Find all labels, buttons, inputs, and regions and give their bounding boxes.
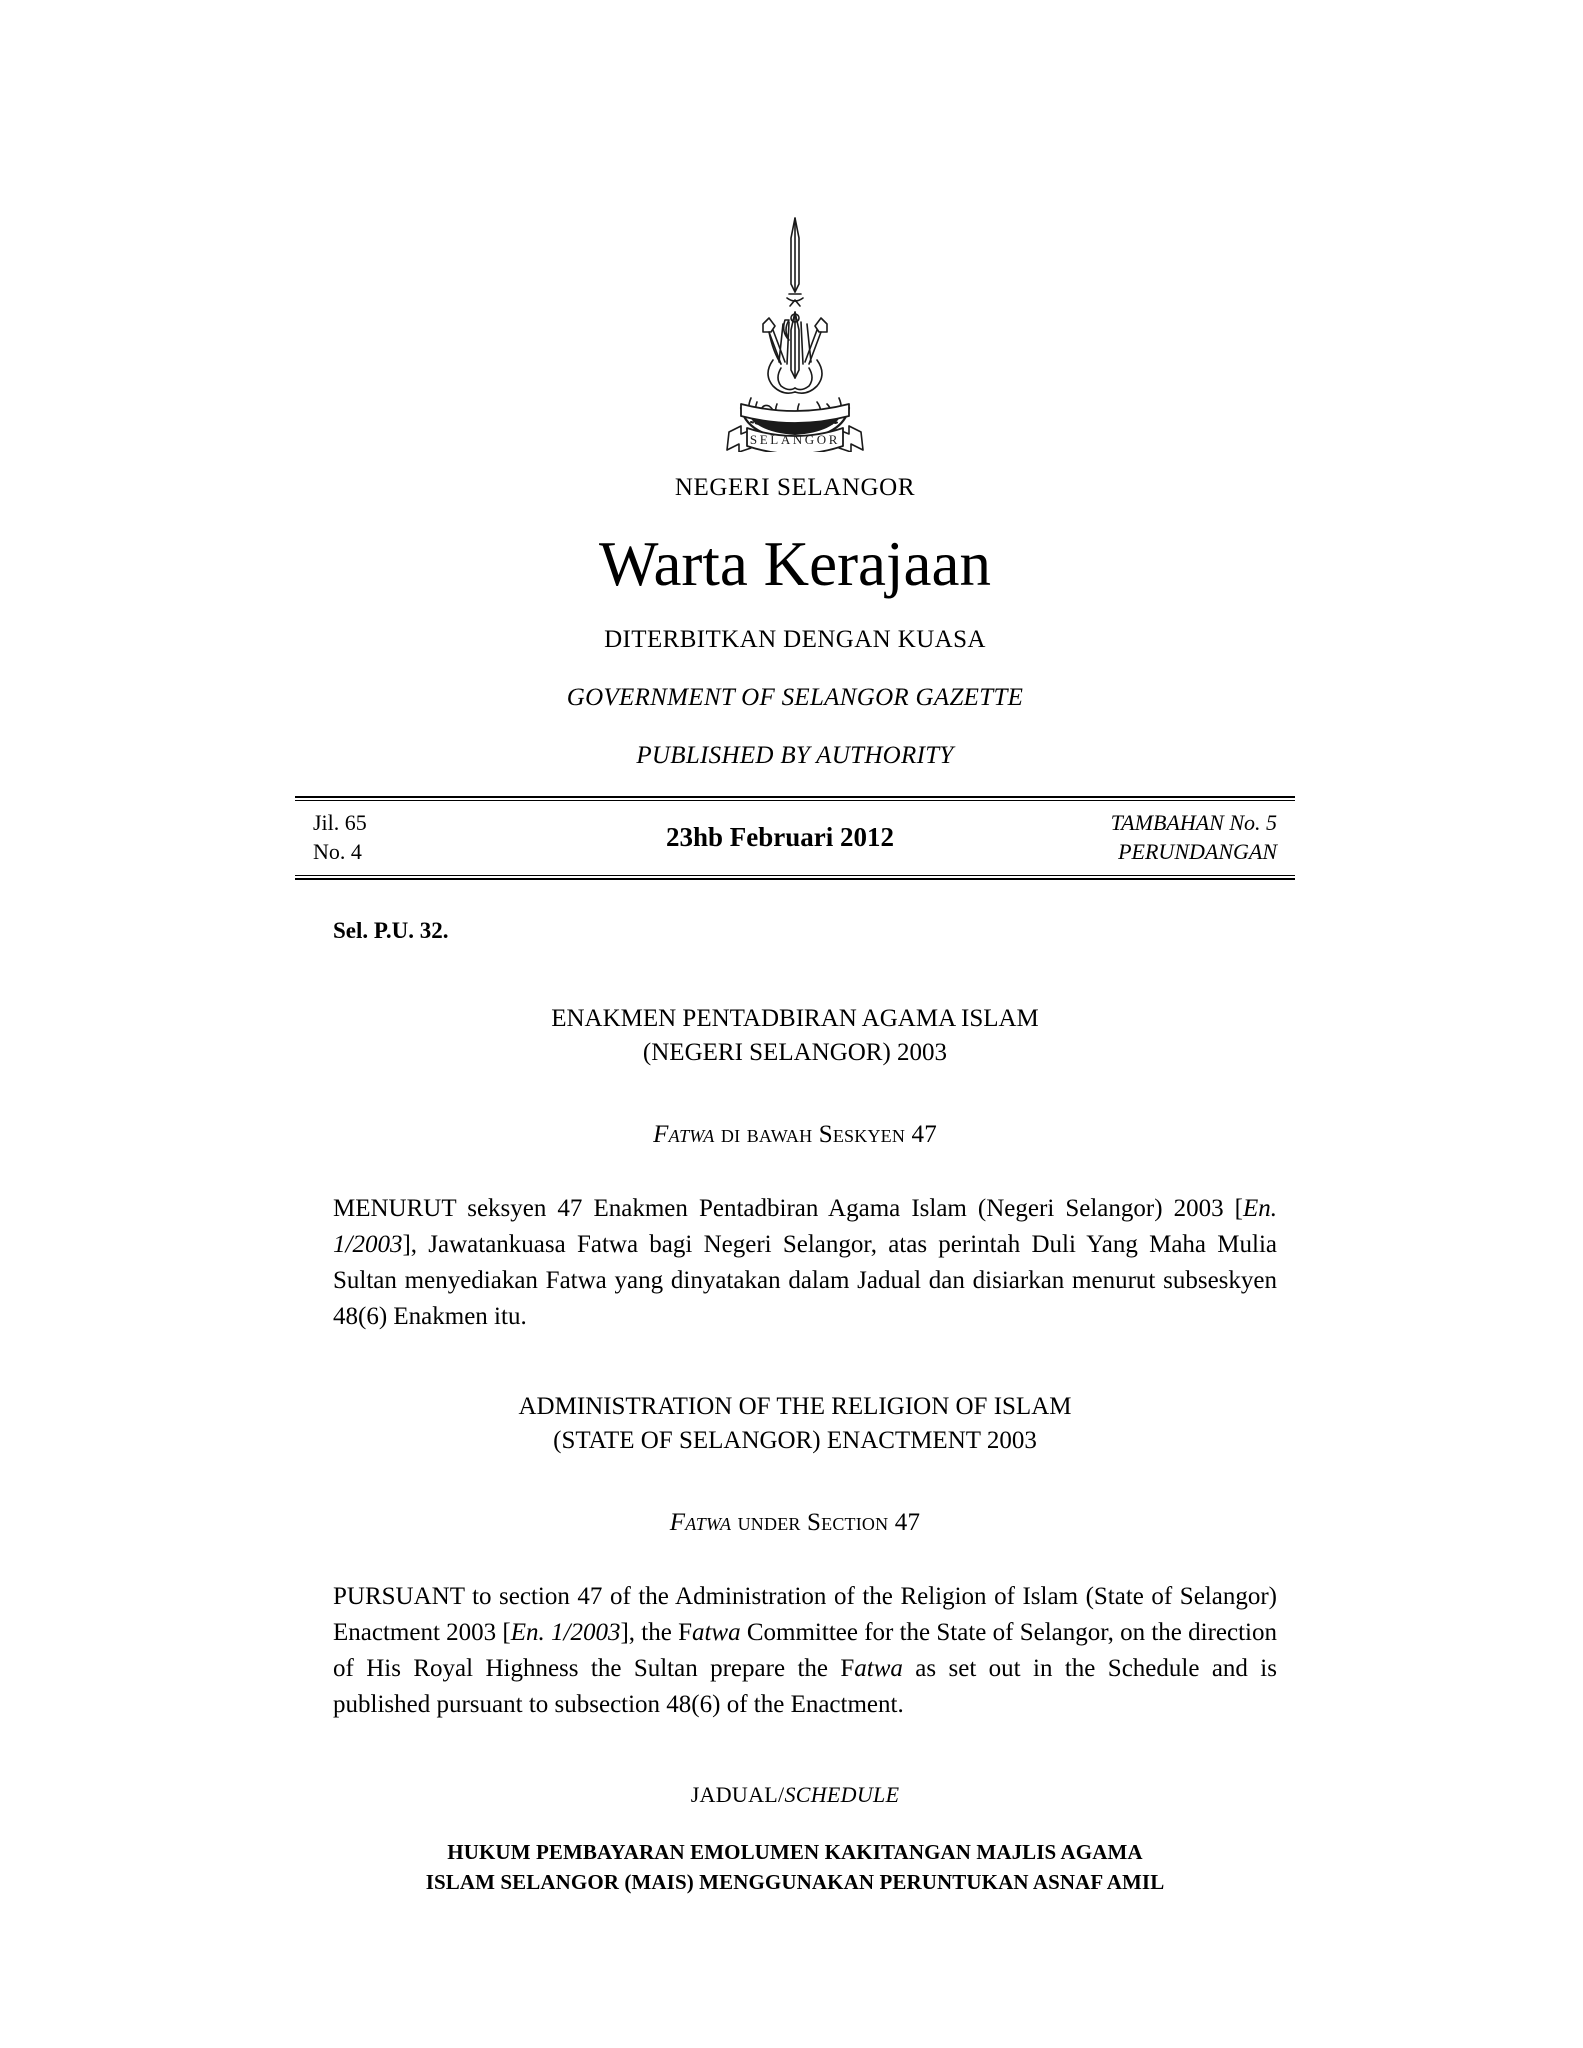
- masthead-band: [295, 796, 1295, 880]
- notice-body-my: [333, 1191, 1277, 1334]
- fatwa-heading-my: [295, 1121, 1295, 1149]
- fatwa-heading-en-italic: Fatwa: [669, 1509, 732, 1537]
- crest-container: [295, 0, 1295, 457]
- notice-body-en: [333, 1579, 1277, 1722]
- schedule-label-en: SCHEDULE: [784, 1782, 900, 1808]
- notice-body-en-fatwa2: atwa: [854, 1654, 903, 1682]
- fatwa-heading-en: [295, 1509, 1295, 1537]
- notice-body-en-p7: as set out in the Schedule and is published pursuant to subsection 48(6) of the Enactment.: [333, 1654, 1277, 1718]
- notice-body-en-p1: PURSUANT to section 47 of the Administration of the Religion of Islam (State of Selangor) Enactment 2003 [: [333, 1583, 1277, 1647]
- enactment-title-my: [295, 1002, 1295, 1069]
- fatwa-heading-my-italic: Fatwa: [653, 1121, 715, 1149]
- schedule-label: [295, 1782, 1295, 1808]
- schedule-title: [295, 1838, 1295, 1898]
- notice-body-my-p1: MENURUT seksyen 47 Enakmen Pentadbiran Agama Islam (Negeri Selangor) 2003 [: [333, 1195, 1243, 1223]
- enactment-title-en-line1: ADMINISTRATION OF THE RELIGION OF ISLAM: [518, 1393, 1072, 1421]
- volume-label: Jil. 65: [313, 810, 367, 836]
- enactment-title-my-line2: (NEGERI SELANGOR) 2003: [642, 1038, 948, 1066]
- enactment-title-en-line2: (STATE OF SELANGOR) ENACTMENT 2003: [553, 1426, 1037, 1454]
- page-content-column: [295, 0, 1295, 1898]
- masthead-supplement-block: [1037, 808, 1277, 866]
- supplement-number: TAMBAHAN No. 5: [1110, 810, 1277, 836]
- issue-number-label: No. 4: [313, 839, 362, 865]
- supplement-type: PERUNDANGAN: [1118, 839, 1277, 865]
- masthead-volume-block: [313, 808, 523, 866]
- published-authority-en: PUBLISHED BY AUTHORITY: [636, 742, 954, 770]
- notice-body-my-p3: ], Jawatankuasa Fatwa bagi Negeri Selangor, atas perintah Duli Yang Maha Mulia Sultan menyediakan Fatwa yang dinyatakan dalam Jadual dan disiarkan menurut subseskyen 48(6) Enakmen itu.: [333, 1231, 1277, 1330]
- published-authority-my: DITERBITKAN DENGAN KUASA: [604, 626, 986, 654]
- publication-date: 23hb Februari 2012: [665, 821, 894, 852]
- fatwa-heading-en-rest: under Section 47: [731, 1509, 921, 1537]
- notice-body-en-p5: Committee for the State of Selangor, on the direction of His Royal Highness the Sultan prepare the F: [333, 1619, 1277, 1682]
- selangor-state-crest-icon: [711, 212, 879, 452]
- gazette-title: Warta Kerajaan: [599, 529, 991, 599]
- schedule-title-line2: ISLAM SELANGOR (MAIS) MENGGUNAKAN PERUNTUKAN ASNAF AMIL: [425, 1870, 1165, 1895]
- notice-body-en-citation: En. 1/2003: [510, 1619, 621, 1647]
- state-name: NEGERI SELANGOR: [674, 474, 916, 501]
- schedule-label-my: JADUAL/: [690, 1782, 785, 1808]
- notice-body-en-p3: ], the F: [620, 1619, 692, 1647]
- fatwa-heading-my-rest: di bawah Seskyen 47: [714, 1121, 937, 1149]
- notice-reference: Sel. P.U. 32.: [333, 918, 449, 944]
- enactment-title-my-line1: ENAKMEN PENTADBIRAN AGAMA ISLAM: [551, 1005, 1039, 1033]
- enactment-title-en: [295, 1390, 1295, 1457]
- notice-body-my-citation: En. 1/2003: [333, 1195, 1277, 1259]
- notice-body-en-fatwa1: atwa: [691, 1619, 741, 1647]
- gazette-title-en: GOVERNMENT OF SELANGOR GAZETTE: [566, 684, 1024, 712]
- crest-ribbon-label: SELANGOR: [749, 432, 841, 447]
- schedule-title-line1: HUKUM PEMBAYARAN EMOLUMEN KAKITANGAN MAJLIS AGAMA: [447, 1840, 1143, 1865]
